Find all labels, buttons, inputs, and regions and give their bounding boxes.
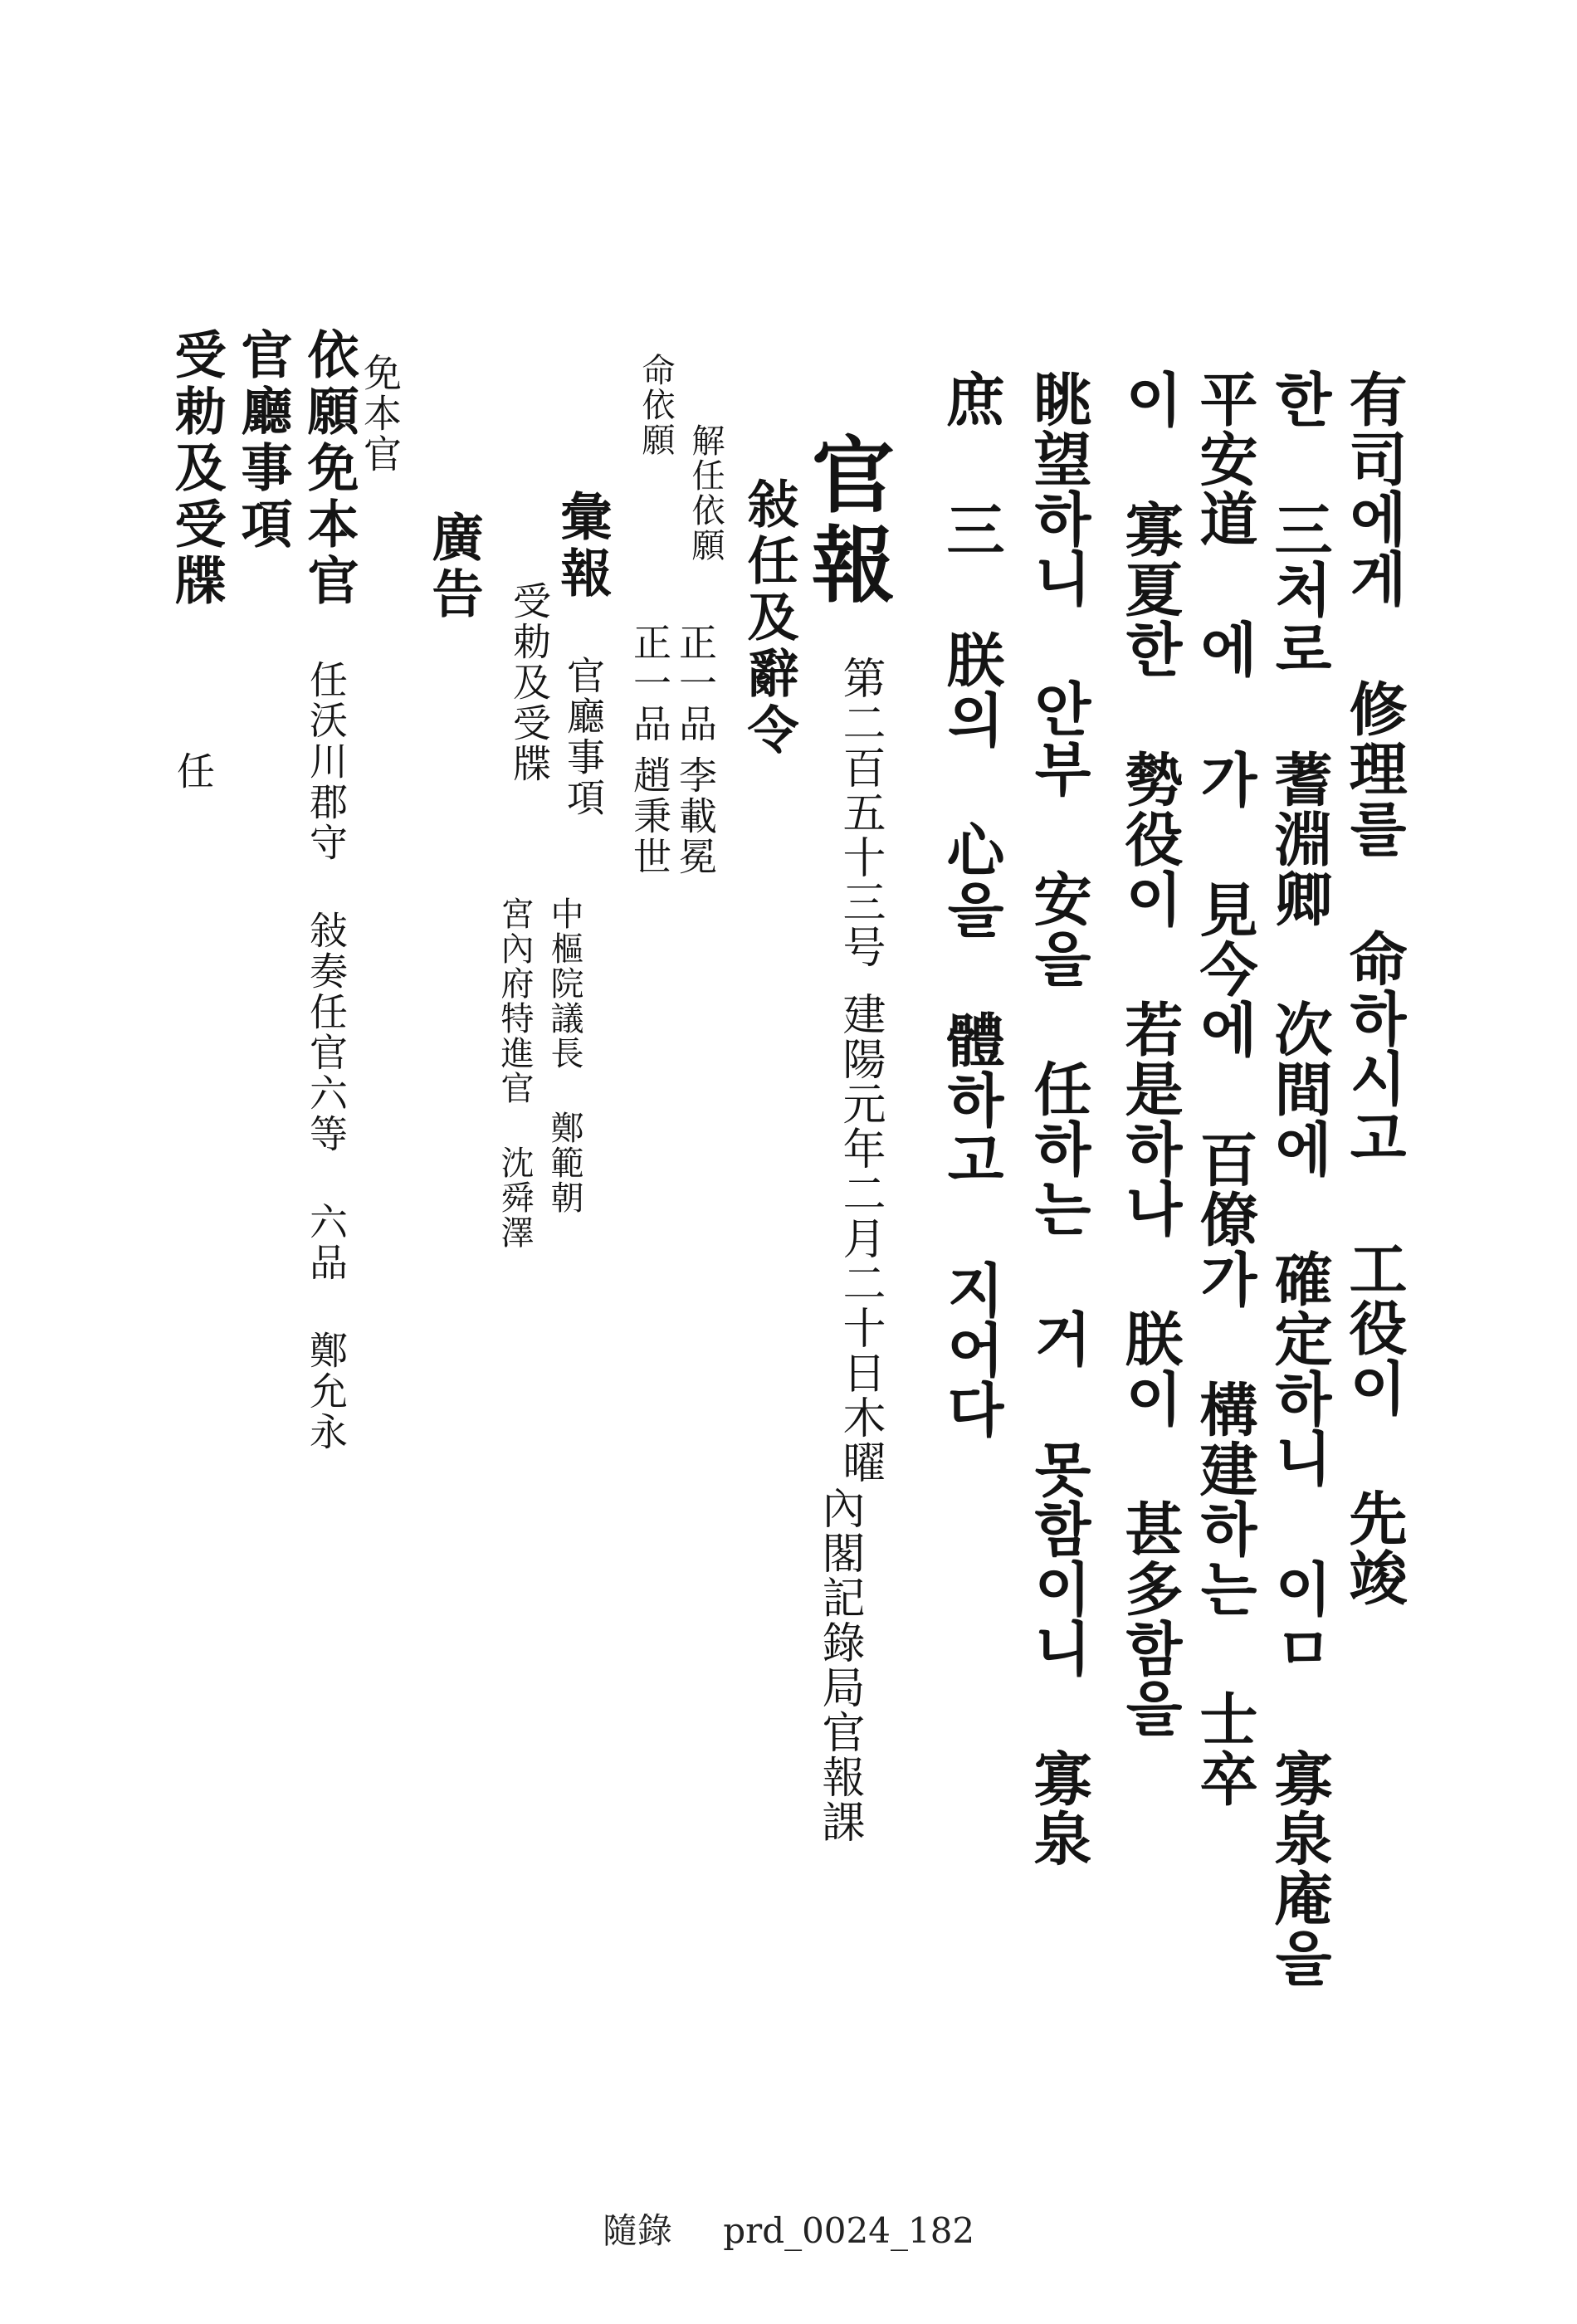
appointments-heading: 敍任及辭令 — [739, 477, 799, 759]
gazette-publisher: 內閣記錄局官報課 — [814, 1486, 864, 1844]
edict-line-5: 眺望하니 안부 安을 任하는 거 못함이니 寡泉 — [1024, 369, 1093, 1868]
left-item-1: 免本官 — [358, 353, 403, 475]
gazette-number: 第二百五十三号 — [835, 656, 885, 969]
advertisement-heading: 廣告 — [423, 510, 484, 623]
edict-line-2: 한 三처로 蓍淵卿 次間에 確定하니 이ㅁ 寡泉庵을 — [1265, 369, 1334, 1988]
appointment-1-type: 解任依願 — [686, 423, 725, 563]
footer-label: 隨錄 — [602, 2210, 672, 2251]
left-item-3: 官廳事項 — [232, 328, 293, 554]
notice-entry-1: 中樞院議長 鄭範朝 — [545, 896, 583, 1215]
page-footer — [0, 2204, 1577, 2253]
appointment-2-name: 趙秉世 — [627, 755, 672, 877]
footer-code: prd_0024_182 — [723, 2210, 975, 2251]
left-item-2: 依願免本官 — [299, 328, 359, 610]
left-item-4: 受勅及受牒 — [166, 328, 227, 610]
appointment-2-rank: 正一品 — [627, 622, 672, 745]
left-appointment-label: 任 — [171, 751, 216, 792]
edict-line-4: 이 寡夏한 勢役이 若是하나 朕이 甚多함을 — [1116, 369, 1184, 1738]
appointment-1-name: 李載冕 — [673, 755, 718, 877]
left-appointment: 任沃川郡守 敍奏任官六等 六品 鄭允永 — [304, 660, 349, 1452]
gazette-date: 建陽元年二月二十日木曜 — [835, 992, 885, 1485]
notices-subheading: 官廳事項 — [561, 656, 606, 818]
notices-subitem: 受勅及受牒 — [507, 581, 552, 784]
notices-heading: 彙報 — [552, 490, 613, 603]
gazette-title: 官報 — [798, 432, 896, 611]
notice-entry-2: 宮內府特進官 沈舜澤 — [496, 896, 534, 1250]
edict-line-1: 有司에게 修理를 命하시고 工役이 先竣 — [1340, 369, 1409, 1608]
appointment-2-type: 命依願 — [637, 353, 675, 457]
appointment-1-rank: 正一品 — [673, 622, 718, 745]
edict-line-3: 平安道 에 가 見今에 百僚가 構建하는 士卒 — [1190, 369, 1259, 1809]
edict-line-6: 庶 三 朕의 心을 體하고 지어다 — [937, 369, 1006, 1439]
